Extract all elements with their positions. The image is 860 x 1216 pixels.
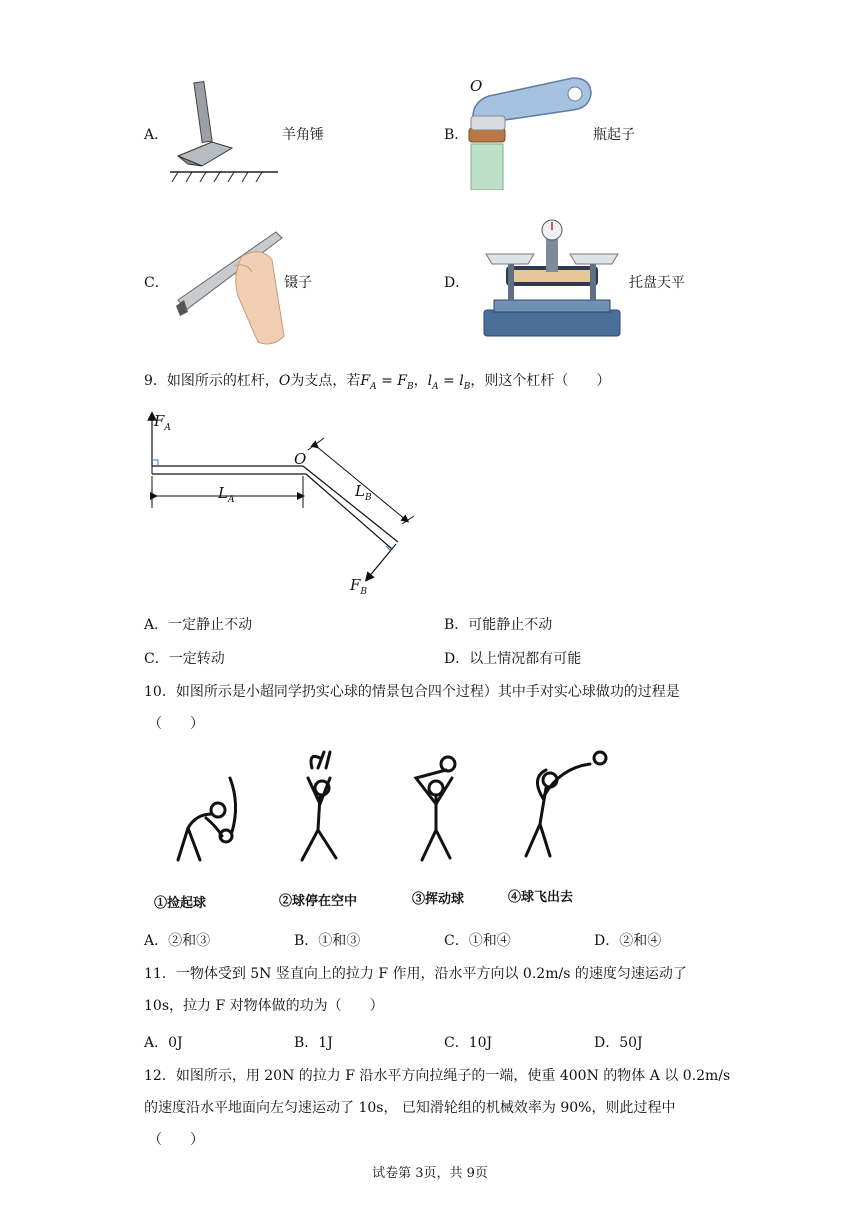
tool-name: 托盘天平 xyxy=(629,275,685,291)
force-equation: $F_A = F_B$ xyxy=(360,373,414,392)
stick-figures-image xyxy=(160,748,620,874)
stem-text: ，则这个杠杆（ ） xyxy=(470,373,611,389)
tweezers-image xyxy=(172,226,288,348)
stem-text: 为支点，若 xyxy=(290,373,361,389)
pivot-o-label: O xyxy=(294,450,307,468)
option-b[interactable]: B．①和③ xyxy=(294,933,361,949)
q12-stem-line1: 12．如图所示，用 20N 的拉力 F 沿水平方向拉绳子的一端，使重 400N 的物体 A 以 0.2m/s xyxy=(144,1068,731,1084)
lever-diagram xyxy=(140,404,430,600)
option-d[interactable]: D．50J xyxy=(594,1035,643,1051)
caption-3: ③挥动球 xyxy=(412,892,465,907)
option-b[interactable]: B．可能静止不动 xyxy=(444,617,553,633)
option-letter: B． xyxy=(444,127,469,143)
stem-text: 如图所示的杠杆， xyxy=(166,373,279,389)
option-a[interactable]: A．一定静止不动 xyxy=(144,617,253,633)
question-number: 9． xyxy=(144,373,167,389)
claw-hammer-image xyxy=(168,78,283,188)
q12-stem-line2: 的速度沿水平地面向左匀速运动了 10s， 已知滑轮组的机械效率为 90%，则此过程中 xyxy=(144,1100,676,1116)
option-b[interactable]: B．1J xyxy=(294,1035,333,1051)
option-c[interactable]: C．一定转动 xyxy=(144,651,225,667)
caption-1: ①捡起球 xyxy=(154,896,207,911)
option-c[interactable]: C．①和④ xyxy=(444,933,511,949)
q9-stem: 9．如图所示的杠杆，O为支点，若$F_A = F_B$，$l_A = l_B$，则这个杠杆（ ） xyxy=(144,373,611,392)
q11-stem-line1: 11．一物体受到 5N 竖直向上的拉力 F 作用，沿水平方向以 0.2m/s 的速度匀速运动了 xyxy=(144,966,687,982)
option-letter: C． xyxy=(144,275,169,291)
tool-name: 镊子 xyxy=(284,275,312,291)
caption-2: ②球停在空中 xyxy=(279,894,358,909)
balance-scale-image xyxy=(476,216,628,340)
option-d[interactable]: D．以上情况都有可能 xyxy=(444,651,582,667)
pivot-symbol: O xyxy=(278,373,291,389)
q12-stem-line3: （ ） xyxy=(148,1132,204,1148)
pivot-label: O xyxy=(470,77,483,95)
option-letter: D． xyxy=(444,275,470,291)
caption-4: ④球飞出去 xyxy=(508,890,574,905)
tool-name: 羊角锤 xyxy=(282,127,324,143)
q11-stem-line2: 10s，拉力 F 对物体做的功为（ ） xyxy=(144,998,384,1014)
q10-stem-line2: （ ） xyxy=(148,716,204,732)
option-d[interactable]: D．②和④ xyxy=(594,933,662,949)
option-letter: A． xyxy=(144,127,169,143)
q10-stem-line1: 10．如图所示是小超同学扔实心球的情景包合四个过程）其中手对实心球做功的过程是 xyxy=(144,684,680,700)
option-c[interactable]: C．10J xyxy=(444,1035,493,1051)
option-a[interactable]: A．0J xyxy=(144,1035,183,1051)
page-footer: 试卷第 3页，共 9页 xyxy=(372,1166,488,1181)
bottle-opener-image xyxy=(465,72,595,190)
arm-equation: $l_A = l_B$ xyxy=(427,373,471,392)
arm-b-label: $L_B$ xyxy=(355,482,372,503)
option-a[interactable]: A．②和③ xyxy=(144,933,211,949)
force-a-label: $F_A$ xyxy=(154,412,171,433)
force-b-label: $F_B$ xyxy=(350,576,368,597)
arm-a-label: $L_A$ xyxy=(218,484,235,505)
tool-name: 瓶起子 xyxy=(593,127,635,143)
